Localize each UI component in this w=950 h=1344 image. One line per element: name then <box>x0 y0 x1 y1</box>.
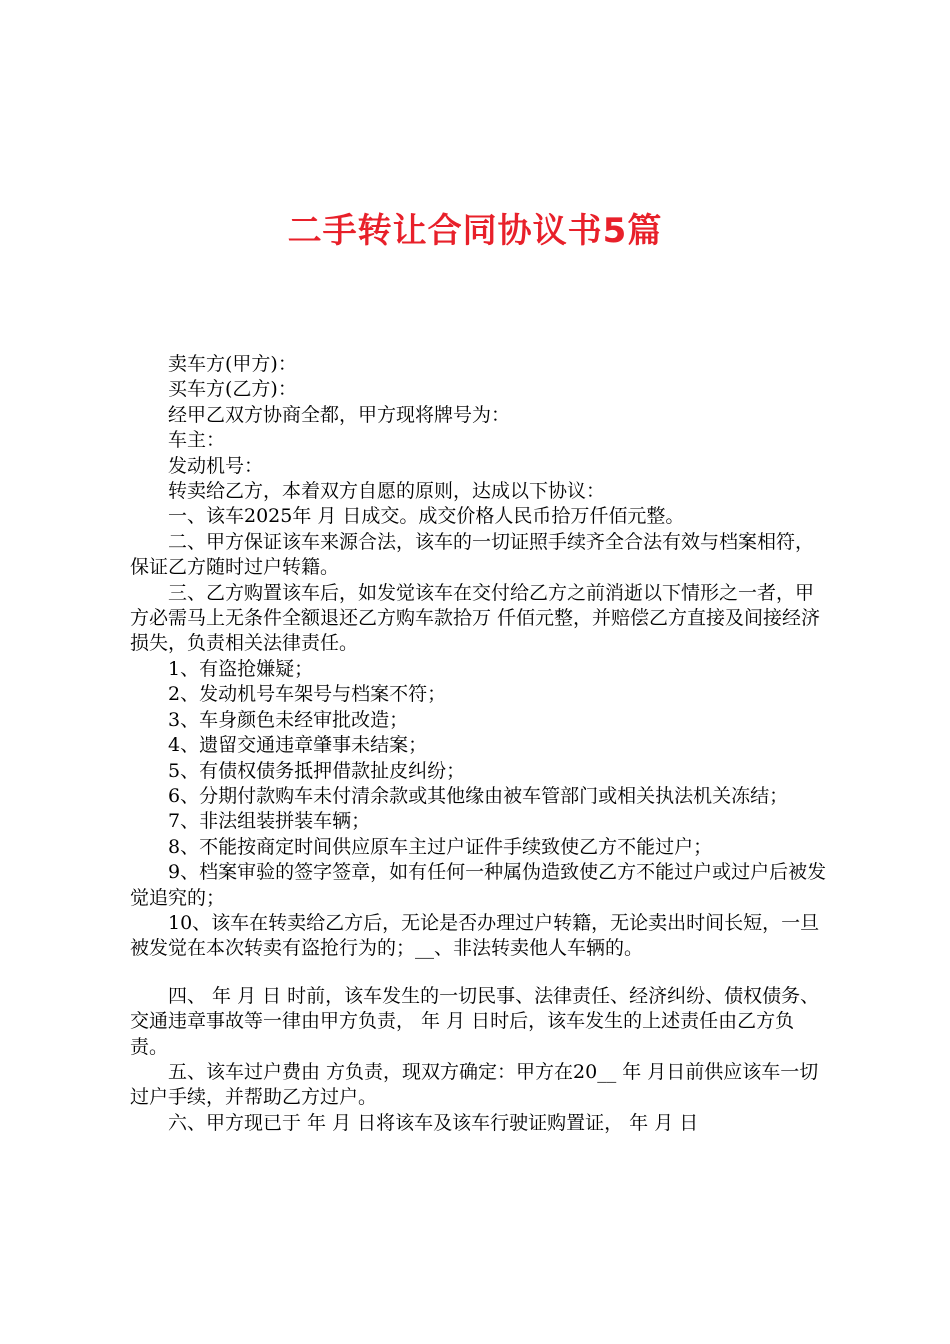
list-item: 3、车身颜色未经审批改造； <box>168 708 409 731</box>
paragraph-transfer: 转卖给乙方，本着双方自愿的原则，达成以下协议： <box>168 480 606 503</box>
list-item: 8、不能按商定时间供应原车主过户证件手续致使乙方不能过户； <box>168 835 713 858</box>
paragraph-spacer <box>130 962 830 984</box>
document-title: 二手转让合同协议书5篇 <box>287 211 663 251</box>
document-body <box>130 352 830 1136</box>
list-item: 6、分期付款购车未付清余款或其他缘由被车管部门或相关执法机关冻结； <box>168 784 789 807</box>
list-item: 7、非法组装拼装车辆； <box>168 810 371 833</box>
list-item: 9、档案审验的签字签章，如有任何一种属伪造致使乙方不能过户或过户后被发觉追究的； <box>130 861 827 909</box>
list-item: 5、有债权债务抵押借款扯皮纠纷； <box>168 759 466 782</box>
list-item: 1、有盗抢嫌疑； <box>168 657 314 680</box>
clause-2: 二、甲方保证该车来源合法，该车的一切证照手续齐全合法有效与档案相符，保证乙方随时过户转籍。 <box>130 530 815 579</box>
clause-1: 一、该车2025年 月 日成交。成交价格人民币拾万仟佰元整。 <box>168 505 685 528</box>
list-item: 2、发动机号车架号与档案不符； <box>168 683 447 706</box>
clause-6: 六、甲方现已于 年 月 日将该车及该车行驶证购置证， 年 月 日 <box>168 1111 699 1134</box>
clause-5: 五、该车过户费由 方负责，现双方确定：甲方在20__ 年 月日前供应该车一切过户手续，并帮助乙方过户。 <box>130 1060 819 1109</box>
paragraph-seller: 卖车方(甲方)： <box>168 353 297 375</box>
paragraph-engine: 发动机号： <box>168 454 264 477</box>
clause-3: 三、乙方购置该车后，如发觉该车在交付给乙方之前消逝以下情形之一者，甲方必需马上无条件全额退还乙方购车款拾万 仟佰元整，并赔偿乙方直接及间接经济损失，负责相关法律责任。 <box>130 581 821 655</box>
clause-4: 四、 年 月 日 时前，该车发生的一切民事、法律责任、经济纠纷、债权债务、交通违章事故等一律由甲方负责， 年 月 日时后，该车发生的上述责任由乙方负责。 <box>130 984 820 1058</box>
paragraph-buyer: 买车方(乙方)： <box>168 378 297 401</box>
paragraph-plate: 经甲乙双方协商全都，甲方现将牌号为： <box>168 403 511 426</box>
list-item: 10、该车在转卖给乙方后，无论是否办理过户转籍，无论卖出时间长短，一旦被发觉在本次转卖有盗抢行为的；__、非法转卖他人车辆的。 <box>130 911 820 960</box>
paragraph-owner: 车主： <box>168 429 226 452</box>
list-item: 4、遗留交通违章肇事未结案； <box>168 734 428 757</box>
